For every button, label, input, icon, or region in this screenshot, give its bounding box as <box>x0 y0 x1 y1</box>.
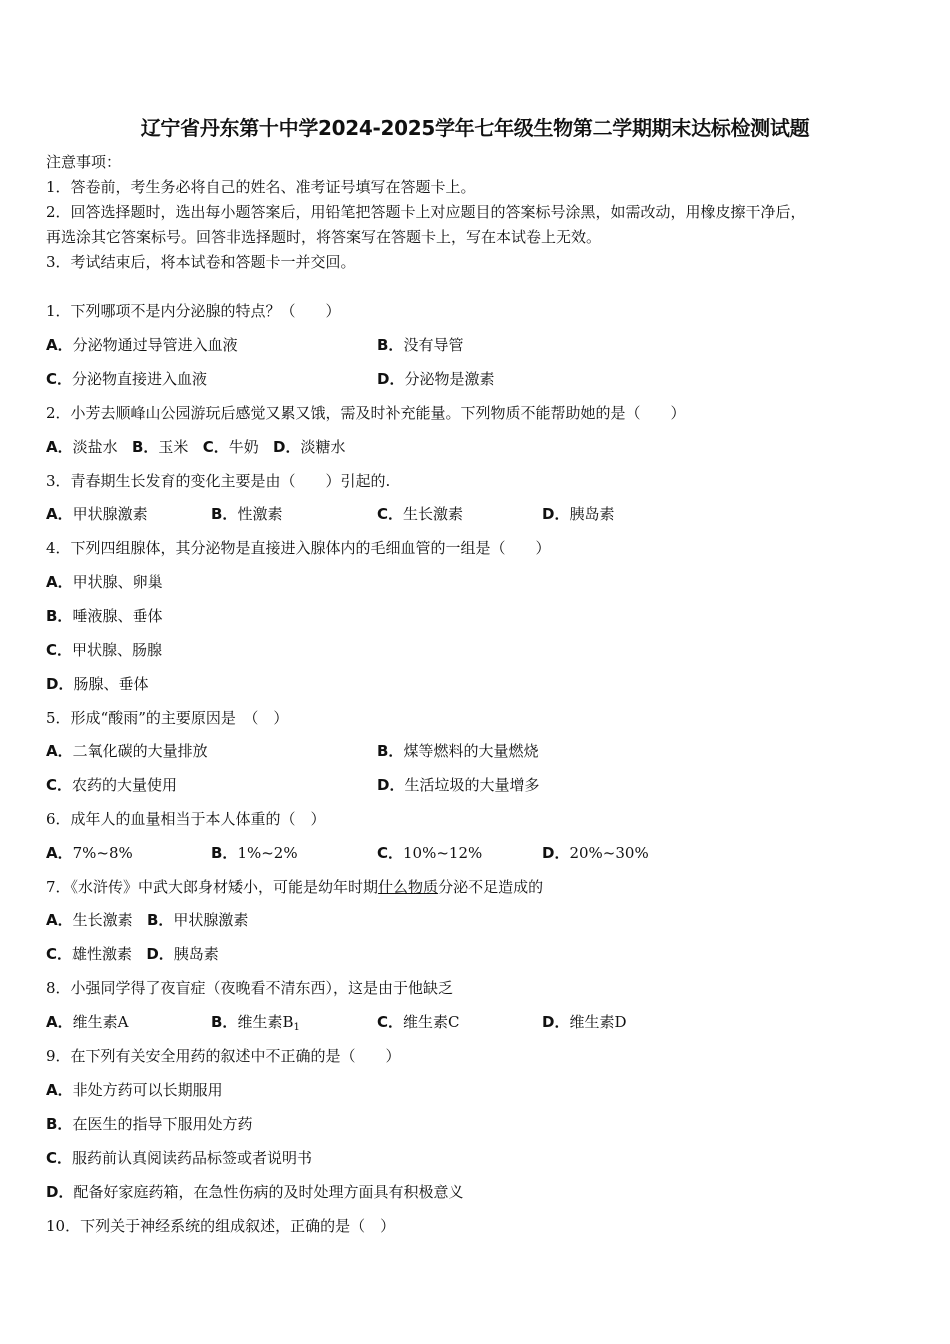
option-a: A．甲状腺激素 <box>46 505 148 523</box>
option-a: A．甲状腺、卵巢 <box>46 573 163 591</box>
question-stem: 3．青春期生长发育的变化主要是由（ ）引起的. <box>46 472 391 490</box>
question-stem: 4．下列四组腺体，其分泌物是直接进入腺体内的毛细血管的一组是（ ） <box>46 539 551 557</box>
option-row: A．淡盐水 B．玉米 C．牛奶 D．淡糖水 <box>46 438 346 456</box>
option-row: A．生长激素 B．甲状腺激素 <box>46 911 249 929</box>
option-c: C．甲状腺、肠腺 <box>46 641 163 659</box>
option-d: D．维生素D <box>542 1013 627 1031</box>
question-stem: 2．小芳去顺峰山公园游玩后感觉又累又饿，需及时补充能量。下列物质不能帮助她的是（ ） <box>46 404 686 422</box>
note-item: 1．答卷前，考生务必将自己的姓名、准考证号填写在答题卡上。 <box>46 178 476 196</box>
option-a: A．维生素A <box>46 1013 129 1031</box>
option-d: D．肠腺、垂体 <box>46 675 149 693</box>
question-stem: 5．形成“酸雨”的主要原因是 （ ） <box>46 709 289 727</box>
option-b: B．1%~2% <box>211 844 298 862</box>
question-stem: 10．下列关于神经系统的组成叙述，正确的是（ ） <box>46 1217 396 1235</box>
option-c: C．生长激素 <box>377 505 464 523</box>
page-title: 辽宁省丹东第十中学2024-2025学年七年级生物第二学期期末达标检测试题 <box>140 116 810 140</box>
option-d: D．胰岛素 <box>542 505 615 523</box>
note-item: 3．考试结束后，将本试卷和答题卡一并交回。 <box>46 253 356 271</box>
question-stem: 8．小强同学得了夜盲症（夜晚看不清东西），这是由于他缺乏 <box>46 979 454 997</box>
option-d: D．分泌物是激素 <box>377 370 495 388</box>
option-b: B．没有导管 <box>377 336 464 354</box>
option-b: B．性激素 <box>211 505 283 523</box>
option-c: C．分泌物直接进入血液 <box>46 370 208 388</box>
option-b: B．维生素$B_1$ <box>211 1013 300 1033</box>
option-a: A．二氧化碳的大量排放 <box>46 742 208 760</box>
option-c: C．维生素C <box>377 1013 460 1031</box>
option-c: C．10%~12% <box>377 844 483 862</box>
note-item: 2．回答选择题时，选出每小题答案后，用铅笔把答题卡上对应题目的答案标号涂黑，如需改动，用橡皮擦干净后， <box>46 203 806 221</box>
notes-heading: 注意事项： <box>46 153 122 171</box>
option-d: D．配备好家庭药箱，在急性伤病的及时处理方面具有积极意义 <box>46 1183 464 1201</box>
question-stem: 6．成年人的血量相当于本人体重的（ ） <box>46 810 326 828</box>
option-d: D．生活垃圾的大量增多 <box>377 776 540 794</box>
option-a: A．分泌物通过导管进入血液 <box>46 336 238 354</box>
option-c: C．服药前认真阅读药品标签或者说明书 <box>46 1149 313 1167</box>
question-stem: 9．在下列有关安全用药的叙述中不正确的是（ ） <box>46 1047 401 1065</box>
option-b: B．唾液腺、垂体 <box>46 607 163 625</box>
option-c: C．农药的大量使用 <box>46 776 178 794</box>
note-item: 再选涂其它答案标号。回答非选择题时，将答案写在答题卡上，写在本试卷上无效。 <box>46 228 602 246</box>
option-a: A．7%~8% <box>46 844 133 862</box>
question-stem: 7．《水浒传》中武大郎身材矮小，可能是幼年时期什么物质分泌不足造成的 <box>46 878 544 896</box>
option-b: B．在医生的指导下服用处方药 <box>46 1115 253 1133</box>
option-a: A．非处方药可以长期服用 <box>46 1081 223 1099</box>
question-stem: 1．下列哪项不是内分泌腺的特点？（ ） <box>46 302 341 320</box>
option-d: D．20%~30% <box>542 844 649 862</box>
option-row: C．雄性激素 D．胰岛素 <box>46 945 219 963</box>
option-b: B．煤等燃料的大量燃烧 <box>377 742 539 760</box>
